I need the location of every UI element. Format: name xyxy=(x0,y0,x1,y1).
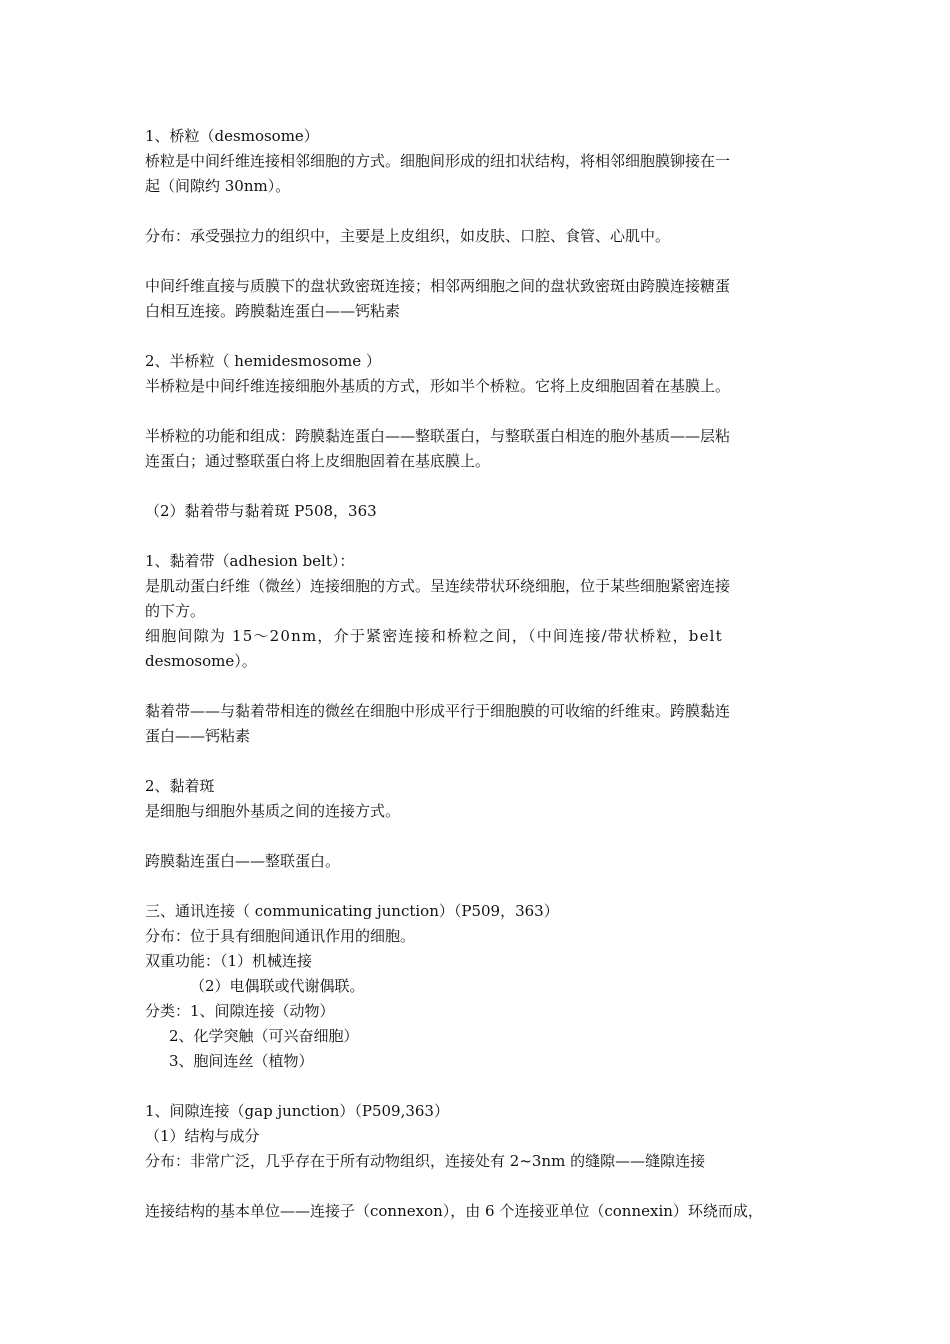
paragraph-line: 起（间隙约 30nm）。 xyxy=(145,177,291,195)
paragraph-line: 细胞间隙为 15～20nm，介于紧密连接和桥粒之间，（中间连接/带状桥粒，belt xyxy=(145,627,723,645)
paragraph-line: 分布：承受强拉力的组织中，主要是上皮组织，如皮肤、口腔、食管、心肌中。 xyxy=(145,227,671,245)
list-item: 3、胞间连丝（植物） xyxy=(169,1052,314,1070)
paragraph-line: 双重功能：（1）机械连接 xyxy=(145,952,313,970)
heading-adhesion-belt: 1、黏着带（adhesion belt）： xyxy=(145,552,355,570)
paragraph-line: 跨膜黏连蛋白——整联蛋白。 xyxy=(145,852,341,870)
list-item: 2、化学突触（可兴奋细胞） xyxy=(169,1027,359,1045)
blank-line xyxy=(145,324,807,349)
paragraph-line: 半桥粒的功能和组成：跨膜黏连蛋白——整联蛋白，与整联蛋白相连的胞外基质——层粘 xyxy=(145,427,731,445)
paragraph-line: 蛋白——钙粘素 xyxy=(145,727,251,745)
blank-line xyxy=(145,874,807,899)
document-page xyxy=(145,124,807,1224)
paragraph-line: 连接结构的基本单位——连接子（connexon），由 6 个连接亚单位（connexin）环绕而成， xyxy=(145,1202,763,1220)
blank-line xyxy=(145,1074,807,1099)
blank-line xyxy=(145,199,807,224)
blank-line xyxy=(145,824,807,849)
paragraph-line: 桥粒是中间纤维连接相邻细胞的方式。细胞间形成的纽扣状结构，将相邻细胞膜铆接在一 xyxy=(145,152,731,170)
blank-line xyxy=(145,1174,807,1199)
paragraph-line: 中间纤维直接与质膜下的盘状致密斑连接；相邻两细胞之间的盘状致密斑由跨膜连接糖蛋 xyxy=(145,277,731,295)
paragraph-line: 的下方。 xyxy=(145,602,206,620)
blank-line xyxy=(145,674,807,699)
paragraph-line: 连蛋白；通过整联蛋白将上皮细胞固着在基底膜上。 xyxy=(145,452,491,470)
heading-focal-adhesion: 2、黏着斑 xyxy=(145,777,215,795)
list-item: （2）电偶联或代谢偶联。 xyxy=(190,977,365,995)
blank-line xyxy=(145,524,807,549)
section-heading: （2）黏着带与黏着斑 P508，363 xyxy=(145,502,377,520)
heading-communicating-junction: 三、通讯连接（ communicating junction）（P509，363） xyxy=(145,902,559,920)
subheading: （1）结构与成分 xyxy=(145,1127,260,1145)
heading-gap-junction: 1、间隙连接（gap junction）（P509,363） xyxy=(145,1102,449,1120)
paragraph-line: 分布：非常广泛，几乎存在于所有动物组织，连接处有 2~3nm 的缝隙——缝隙连接 xyxy=(145,1152,706,1170)
paragraph-line: 半桥粒是中间纤维连接细胞外基质的方式，形如半个桥粒。它将上皮细胞固着在基膜上。 xyxy=(145,377,731,395)
list-item: 分类：1、间隙连接（动物） xyxy=(145,1002,335,1020)
paragraph-line: 分布：位于具有细胞间通讯作用的细胞。 xyxy=(145,927,416,945)
paragraph-line: desmosome）。 xyxy=(145,652,257,670)
paragraph-line: 黏着带——与黏着带相连的微丝在细胞中形成平行于细胞膜的可收缩的纤维束。跨膜黏连 xyxy=(145,702,731,720)
paragraph-line: 是肌动蛋白纤维（微丝）连接细胞的方式。呈连续带状环绕细胞，位于某些细胞紧密连接 xyxy=(145,577,731,595)
blank-line xyxy=(145,399,807,424)
paragraph-line: 白相互连接。跨膜黏连蛋白——钙粘素 xyxy=(145,302,401,320)
paragraph-line: 是细胞与细胞外基质之间的连接方式。 xyxy=(145,802,401,820)
blank-line xyxy=(145,749,807,774)
heading-desmosome: 1、桥粒（desmosome） xyxy=(145,127,319,145)
blank-line xyxy=(145,474,807,499)
blank-line xyxy=(145,249,807,274)
heading-hemidesmosome: 2、半桥粒（ hemidesmosome ） xyxy=(145,352,381,370)
